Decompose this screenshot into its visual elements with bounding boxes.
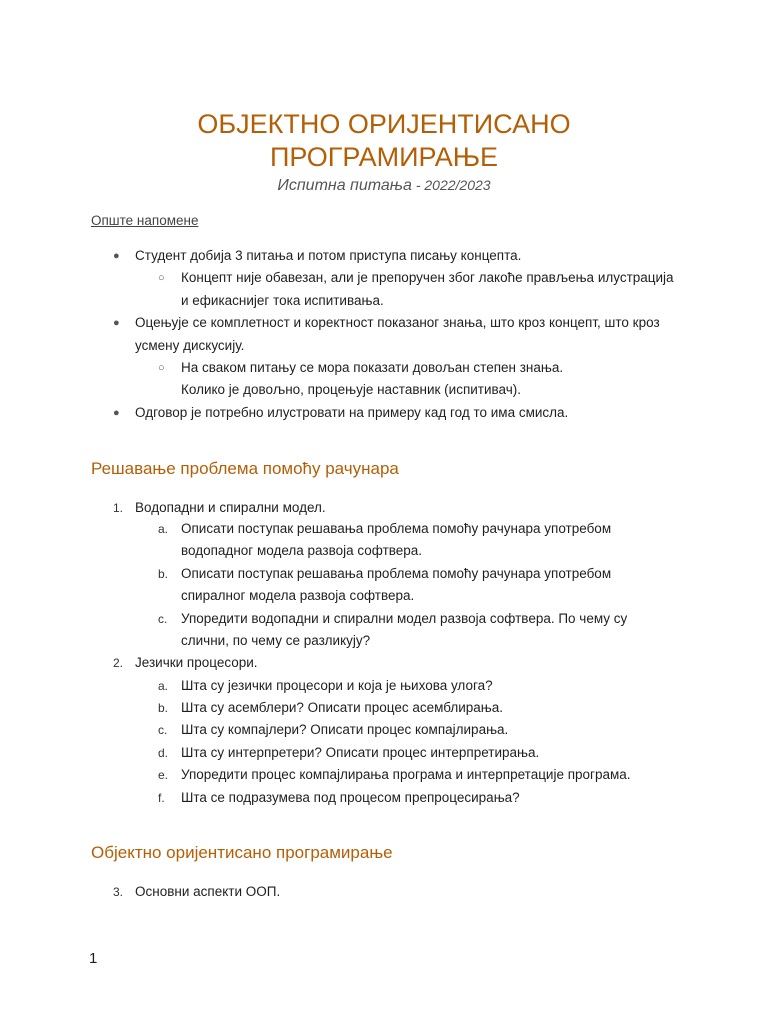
section-heading-oop: Објектно оријентисано програмирање bbox=[91, 843, 393, 862]
question-1a-line-2: водопадног модела развоја софтвера. bbox=[181, 543, 423, 558]
question-number: 2. bbox=[113, 656, 124, 670]
sub-question-letter: d. bbox=[158, 746, 169, 760]
question-1c-line-1: Упоредити водопадни и спирални модел развоја софтвера. По чему су bbox=[181, 611, 628, 626]
note-1-line-1: Студент добија 3 питања и потом приступа писању концепта. bbox=[135, 248, 522, 263]
question-2f-line-1: Шта се подразумева под процесом препроцесирања? bbox=[181, 790, 520, 805]
note-2-line-1: Оцењује се комплетност и коректност показаног знања, што кроз концепт, што кроз bbox=[135, 315, 660, 330]
document-title-line-1: ОБЈЕКТНО ОРИЈЕНТИСАНО bbox=[197, 109, 571, 139]
sub-question-letter: c. bbox=[158, 612, 168, 626]
question-number: 3. bbox=[113, 885, 124, 899]
sub-question-letter: f. bbox=[158, 791, 165, 805]
question-number: 1. bbox=[113, 501, 124, 515]
question-1b-line-1: Описати поступак решавања проблема помоћу рачунара употребом bbox=[181, 566, 612, 581]
sub-question-letter: b. bbox=[158, 567, 169, 581]
question-1a-line-1: Описати поступак решавања проблема помоћу рачунара употребом bbox=[181, 521, 612, 536]
page-number: 1 bbox=[89, 950, 98, 967]
document-title-line-2: ПРОГРАМИРАЊЕ bbox=[269, 142, 499, 172]
note-2-line-2: усмену дискусију. bbox=[135, 338, 245, 353]
question-1c-line-2: слични, по чему се разликују? bbox=[181, 633, 371, 648]
question-2-text: Језички процесори. bbox=[135, 655, 258, 670]
section-heading-problem-solving: Решавање проблема помоћу рачунара bbox=[91, 459, 399, 478]
sub-question-letter: a. bbox=[158, 679, 169, 693]
question-2a-line-1: Шта су језички процесори и која је њихова улога? bbox=[181, 678, 493, 693]
sub-question-letter: c. bbox=[158, 723, 168, 737]
question-3-text: Основни аспекти ООП. bbox=[135, 884, 281, 899]
document-subtitle bbox=[0, 175, 768, 196]
question-1-text: Водопадни и спирални модел. bbox=[135, 500, 326, 515]
bullet-icon: ● bbox=[113, 407, 120, 419]
question-2b-line-1: Шта су асемблери? Описати процес асемблирања. bbox=[181, 700, 504, 715]
bullet-icon: ● bbox=[113, 250, 120, 262]
note-3-line-1: Одговор је потребно илустровати на примеру кад год то има смисла. bbox=[135, 405, 569, 420]
sub-question-letter: e. bbox=[158, 768, 169, 782]
subtitle-separator: - bbox=[411, 177, 425, 193]
question-1b-line-2: спиралног модела развоја софтвера. bbox=[181, 588, 415, 603]
question-2d-line-1: Шта су интерпретери? Описати процес интерпретирања. bbox=[181, 745, 540, 760]
note-2-sub-1-line-2: Колико је довољно, процењује наставник (испитивач). bbox=[181, 382, 522, 397]
subtitle-year: 2022/2023 bbox=[424, 177, 491, 193]
note-2-sub-1-line-1: На сваком питању се мора показати довољан степен знања. bbox=[181, 360, 564, 375]
subtitle-text: Испитна питања bbox=[277, 177, 412, 194]
general-notes-heading: Опште напомене bbox=[91, 213, 199, 228]
sub-bullet-icon: ○ bbox=[158, 362, 165, 374]
note-1-sub-1-line-2: и ефикаснијег тока испитивања. bbox=[181, 293, 384, 308]
sub-bullet-icon: ○ bbox=[158, 272, 165, 284]
question-2e-line-1: Упоредити процес компајлирања програма и интерпретације програма. bbox=[181, 767, 631, 782]
question-2c-line-1: Шта су компајлери? Описати процес компајлирања. bbox=[181, 722, 509, 737]
sub-question-letter: b. bbox=[158, 701, 169, 715]
bullet-icon: ● bbox=[113, 317, 120, 329]
note-1-sub-1-line-1: Концепт није обавезан, али је препоручен због лакоће прављења илустрација bbox=[181, 270, 674, 285]
sub-question-letter: a. bbox=[158, 522, 169, 536]
